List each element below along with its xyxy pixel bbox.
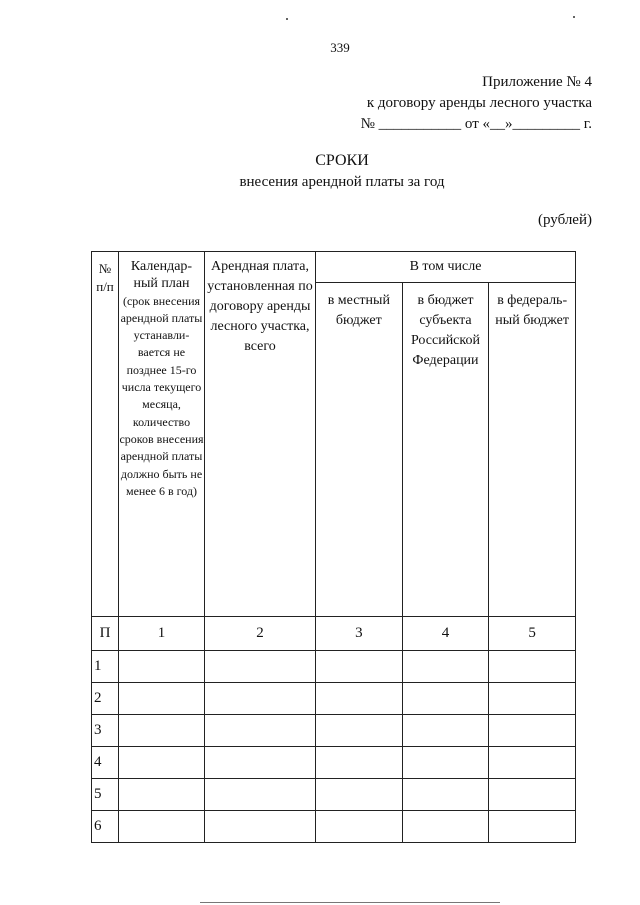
table-cell: [205, 779, 316, 811]
table-cell: [489, 747, 576, 779]
row-number: 6: [92, 811, 119, 843]
header-calendar-plan: [119, 252, 205, 617]
column-number-cell: 3: [316, 617, 403, 651]
scan-speck-right: [573, 16, 575, 18]
payment-schedule-table: [91, 251, 576, 843]
column-number-cell: 2: [205, 617, 316, 651]
table-cell: [119, 651, 205, 683]
table-row: [92, 683, 576, 715]
header-local-budget: в местный бюджет: [316, 283, 403, 617]
table-cell: [489, 683, 576, 715]
units-label: (рублей): [537, 212, 592, 228]
header-row-number: № п/п: [92, 252, 119, 617]
table-cell: [489, 779, 576, 811]
appendix-number-line: № ___________ от «__»_________ г.: [360, 116, 592, 132]
appendix-title: Приложение № 4: [482, 74, 592, 90]
column-number-cell: 4: [402, 617, 489, 651]
header-federal-budget: в федераль-ный бюджет: [489, 283, 576, 617]
appendix-contract: к договору аренды лесного участка: [366, 95, 592, 111]
table-cell: [205, 683, 316, 715]
table-cell: [316, 651, 403, 683]
row-number: 2: [92, 683, 119, 715]
table-row: [92, 811, 576, 843]
table-cell: [119, 683, 205, 715]
table-cell: [316, 811, 403, 843]
table-cell: [402, 779, 489, 811]
table-cell: [489, 715, 576, 747]
header-calendar-plan-lead: Календар-ный план: [130, 259, 193, 292]
column-number-row: [92, 617, 576, 651]
scan-bottom-edge: [200, 902, 500, 903]
row-number: 5: [92, 779, 119, 811]
table-cell: [316, 779, 403, 811]
document-title: СРОКИ: [315, 152, 369, 169]
header-row-top: [92, 252, 576, 283]
table-cell: [316, 747, 403, 779]
table-cell: [205, 811, 316, 843]
header-calendar-plan-note: (срок внесения арендной платы устанавли-вается не позднее 15-го числа текущего месяца, количество сроков внесения арендной платы должно быть не менее 6 в год): [119, 293, 204, 498]
table-row: [92, 747, 576, 779]
table-cell: [402, 811, 489, 843]
page-number: 339: [330, 40, 350, 55]
table-cell: [402, 651, 489, 683]
table-row: [92, 779, 576, 811]
column-number-cell: 5: [489, 617, 576, 651]
table-cell: [119, 811, 205, 843]
table-cell: [205, 715, 316, 747]
column-number-cell: П: [92, 617, 119, 651]
row-number: 3: [92, 715, 119, 747]
column-number-cell: 1: [119, 617, 205, 651]
table-row: [92, 651, 576, 683]
header-rent-total: Арендная плата, установленная по договору аренды лесного участка, всего: [205, 252, 316, 617]
table-cell: [316, 683, 403, 715]
table-cell: [316, 715, 403, 747]
table-cell: [402, 683, 489, 715]
table-cell: [119, 715, 205, 747]
table-cell: [205, 651, 316, 683]
table-row: [92, 715, 576, 747]
scan-speck-left: [286, 18, 288, 20]
row-number: 1: [92, 651, 119, 683]
table-cell: [119, 747, 205, 779]
table-cell: [489, 811, 576, 843]
row-number: 4: [92, 747, 119, 779]
table-cell: [402, 747, 489, 779]
header-including-group: В том числе: [316, 252, 576, 283]
table-cell: [489, 651, 576, 683]
table-cell: [119, 779, 205, 811]
header-subject-budget: в бюджет субъекта Российской Федерации: [402, 283, 489, 617]
table-cell: [205, 747, 316, 779]
table-cell: [402, 715, 489, 747]
document-subtitle: внесения арендной платы за год: [239, 174, 445, 190]
